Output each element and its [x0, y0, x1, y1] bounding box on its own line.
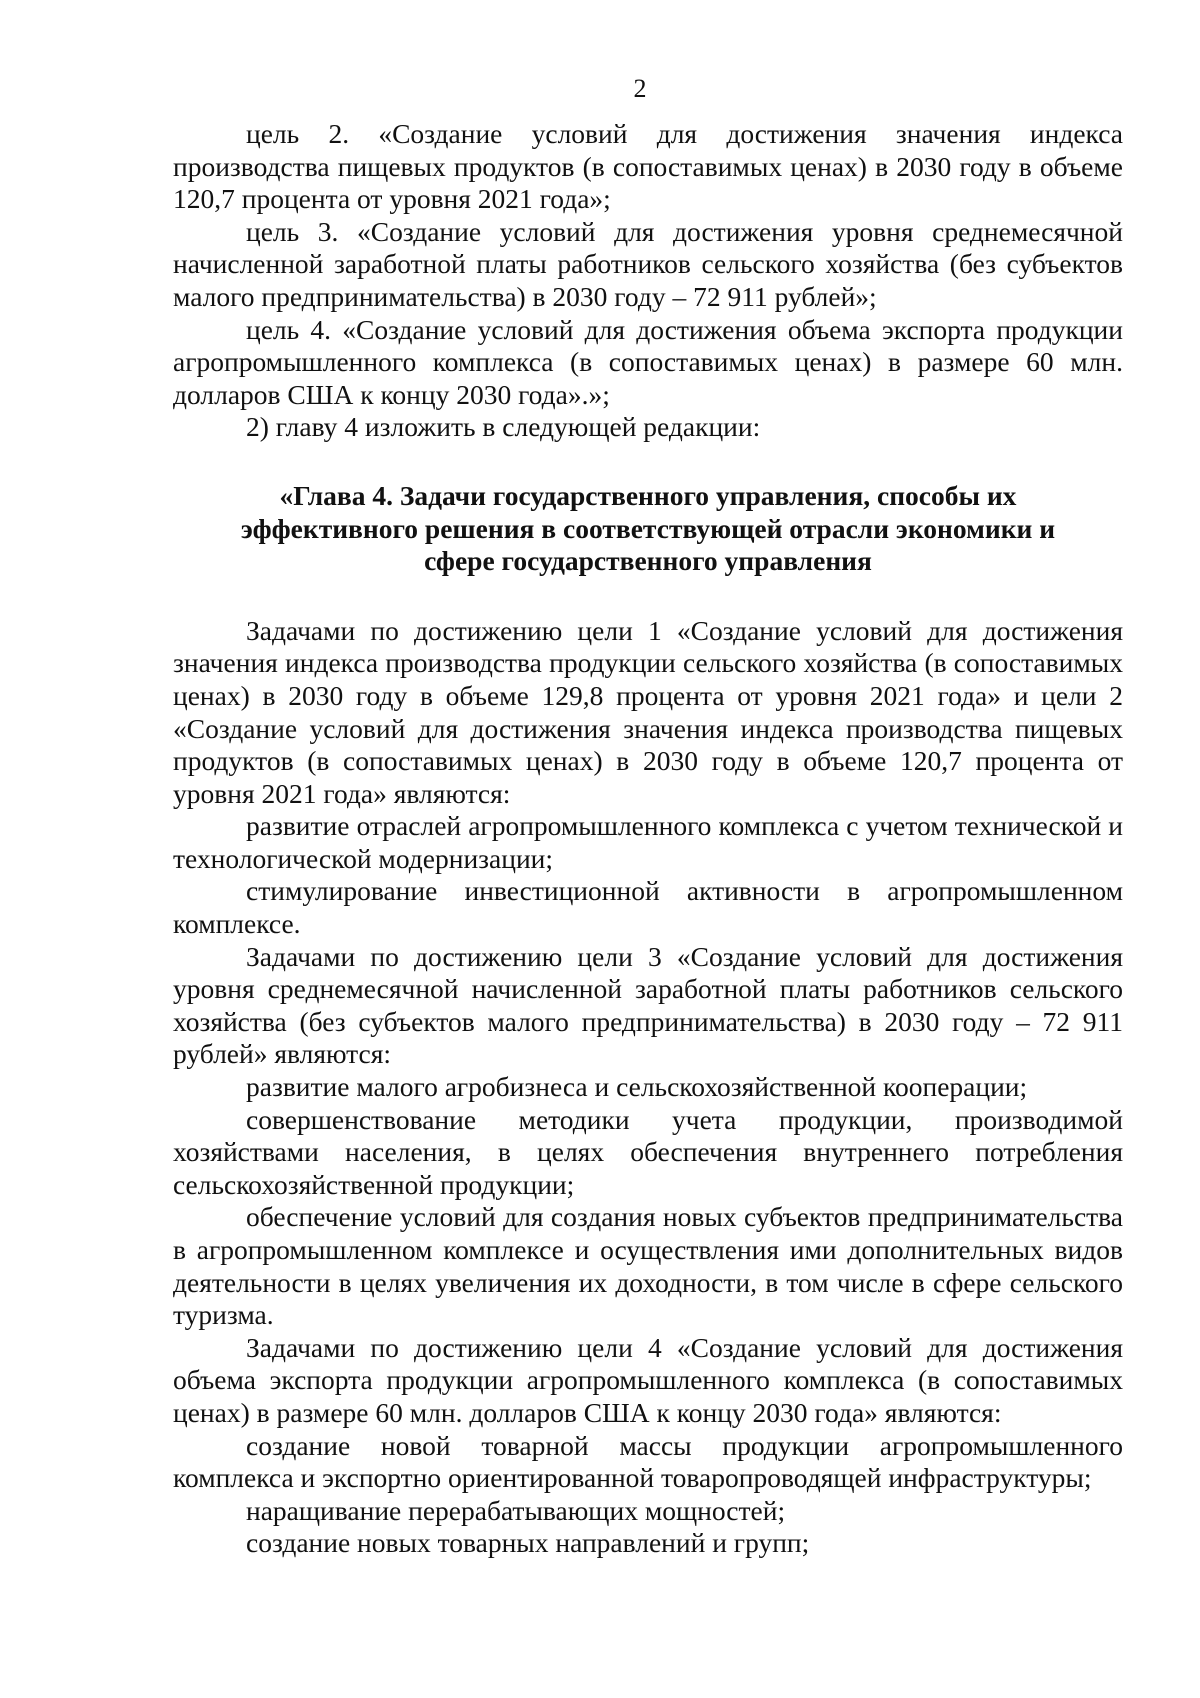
amendment-item-2: 2) главу 4 изложить в следующей редакции:: [246, 411, 761, 443]
task-item: развитие малого агробизнеса и сельскохозяйственной кооперации;: [246, 1071, 1028, 1103]
tasks-goal-3-paragraph: Задачами по достижению цели 3 «Создание условий для достижения уровня среднемесячной начисленной заработной платы работников сельского хозяйства (без субъектов малого предпринимательства) в 2030 году – 72 911 рублей» являются:: [173, 940, 1123, 1070]
task-item: обеспечение условий для создания новых субъектов предпринимательства в агропромышленном комплексе и осуществления ими дополнительных видов деятельности в целях увеличения их доходности, в том числе в сфере сельского туризма.: [173, 1201, 1123, 1331]
task-item: развитие отраслей агропромышленного комплекса с учетом технической и технологической модернизации;: [173, 810, 1123, 874]
chapter-heading-line: «Глава 4. Задачи государственного управления, способы их: [279, 479, 1017, 511]
task-item: совершенствование методики учета продукции, производимой хозяйствами населения, в целях обеспечения внутреннего потребления сельскохозяйственной продукции;: [173, 1103, 1123, 1200]
chapter-heading-line: эффективного решения в соответствующей отрасли экономики и: [240, 512, 1056, 544]
document-text: [173, 118, 1123, 1560]
task-item: создание новой товарной массы продукции агропромышленного комплекса и экспортно ориентированной товаропроводящей инфраструктуры;: [173, 1429, 1123, 1494]
tasks-goals-1-2-paragraph: Задачами по достижению цели 1 «Создание условий для достижения значения индекса производства продукции сельского хозяйства (в сопоставимых ценах) в 2030 году в объеме 129,8 процента от уровня 2021 года» и цели 2 «Создание условий для достижения значения индекса производства пищевых продуктов (в сопоставимых ценах) в 2030 году в объеме 120,7 процента от уровня 2021 года» являются:: [173, 614, 1123, 809]
chapter-heading: [173, 480, 1123, 578]
page-number: 2: [633, 74, 647, 103]
tasks-goal-4-paragraph: Задачами по достижению цели 4 «Создание условий для достижения объема экспорта продукции агропромышленного комплекса (в сопоставимых ценах) в размере 60 млн. долларов США к концу 2030 года» являются:: [173, 1331, 1123, 1428]
goal-3-paragraph: цель 3. «Создание условий для достижения уровня среднемесячной начисленной заработной платы работников сельского хозяйства (без субъектов малого предпринимательства) в 2030 году – 72 911 рублей»;: [173, 215, 1123, 312]
chapter-heading-line: сфере государственного управления: [424, 545, 872, 577]
goal-4-paragraph: цель 4. «Создание условий для достижения объема экспорта продукции агропромышленного комплекса (в сопоставимых ценах) в размере 60 млн. долларов США к концу 2030 года».»;: [173, 313, 1123, 410]
task-item: создание новых товарных направлений и групп;: [246, 1527, 810, 1559]
goal-2-paragraph: цель 2. «Создание условий для достижения значения индекса производства пищевых продуктов (в сопоставимых ценах) в 2030 году в объеме 120,7 процента от уровня 2021 года»;: [173, 118, 1123, 215]
task-item: наращивание перерабатывающих мощностей;: [246, 1494, 786, 1526]
task-item: стимулирование инвестиционной активности в агропромышленном комплексе.: [173, 875, 1123, 940]
